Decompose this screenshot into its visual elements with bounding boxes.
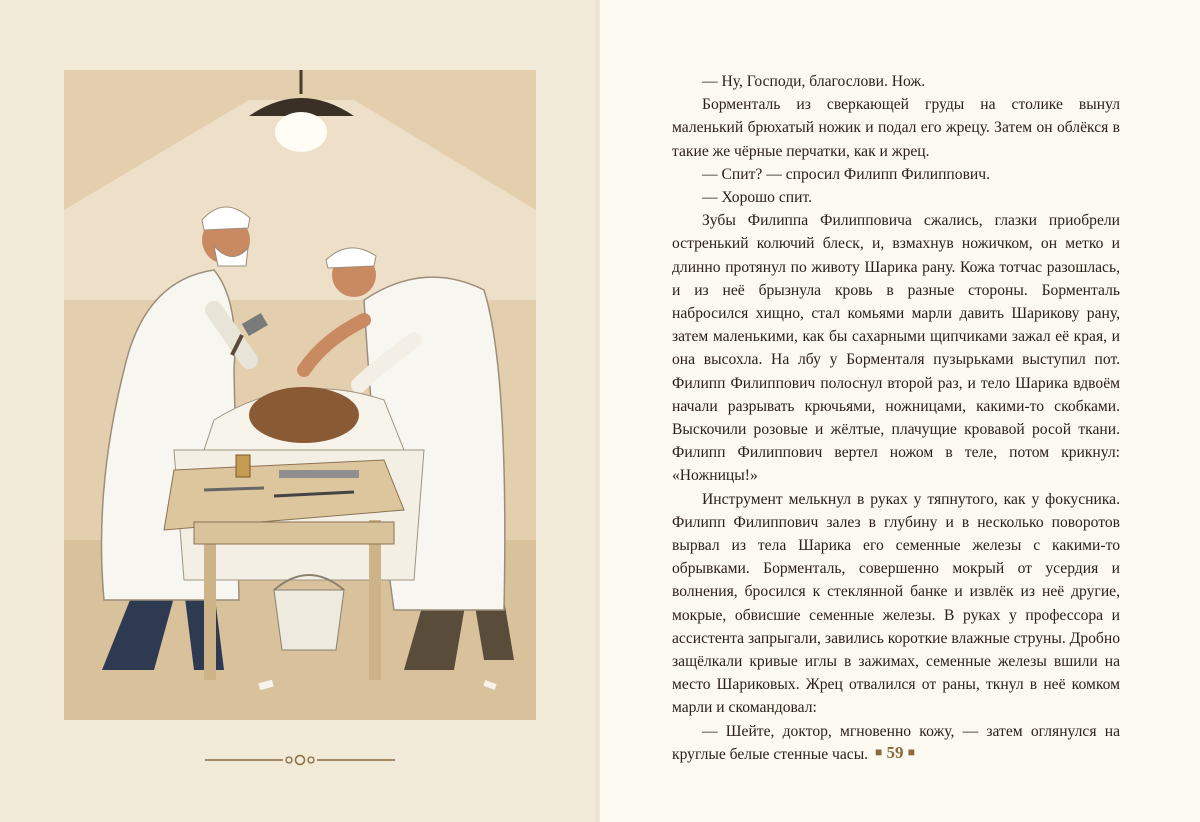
paragraph: — Ну, Господи, благослови. Нож. [702,73,926,90]
illustration-drawing [64,70,536,720]
paragraph: — Спит? — спросил Филипп Филиппович. [702,165,991,183]
paragraph: Борменталь из сверкающей груды на столике вынул маленький брюхатый ножик и подал его жрецу. Затем он облёкся в такие же чёрные перчатки, как и жрец. [672,96,1120,160]
page-number-dot-icon: ■ [907,745,915,759]
paragraph: — Шейте, доктор, мгновенно кожу, — затем оглянулся на круглые белые стенные часы. [672,722,1120,763]
body-text [672,70,1120,766]
paragraph: — Хорошо спит. [702,189,813,207]
page-number-value: 59 [886,743,904,762]
decorative-divider-ornament [205,752,395,768]
page-number [860,743,930,763]
page-number-dot-icon: ■ [875,745,883,759]
paragraph: Зубы Филиппа Филипповича сжались, глазки приобрели остренький колючий блеск, и, взмахнув ножичком, он метко и длинно протянул по животу Шарика рану. Кожа тотчас разошлась, и из неё брызнула кровь в разные стороны. Борменталь набросился хищно, стал комьями марли давить Шарикову рану, затем маленькими, как бы сахарными щипчиками зажал её края, и она высохла. На лбу у Борменталя пузырьками выступил пот. Филипп Филиппович полоснул второй раз, и тело Шарика вдвоём начали разрывать крючьями, ножницами, какими-то скобками. Выскочили розовые и жёлтые, плачущие кровавой росой ткани. Филипп Филиппович вертел ножом в теле, потом крикнул: «Ножницы!» [672,212,1120,485]
paragraph: Инструмент мелькнул в руках у тяпнутого, как у фокусника. Филипп Филиппович залез в глубину и в несколько поворотов вырвал из тела Шарика его семенные железы с какими-то обрывками. Борменталь, совершенно мокрый от усердия и волнения, бросился к стеклянной банке и извлёк из неё другие, мокрые, обвисшие семенные железы. В руках у профессора и ассистента запрыгали, завились короткие влажные струны. Дробно защёлкали кривые иглы в зажимах, семенные железы вшили на место Шариковых. Жрец отвалился от раны, ткнул в неё комком марли и скомандовал: [672,490,1120,717]
surgery-illustration [64,70,536,720]
